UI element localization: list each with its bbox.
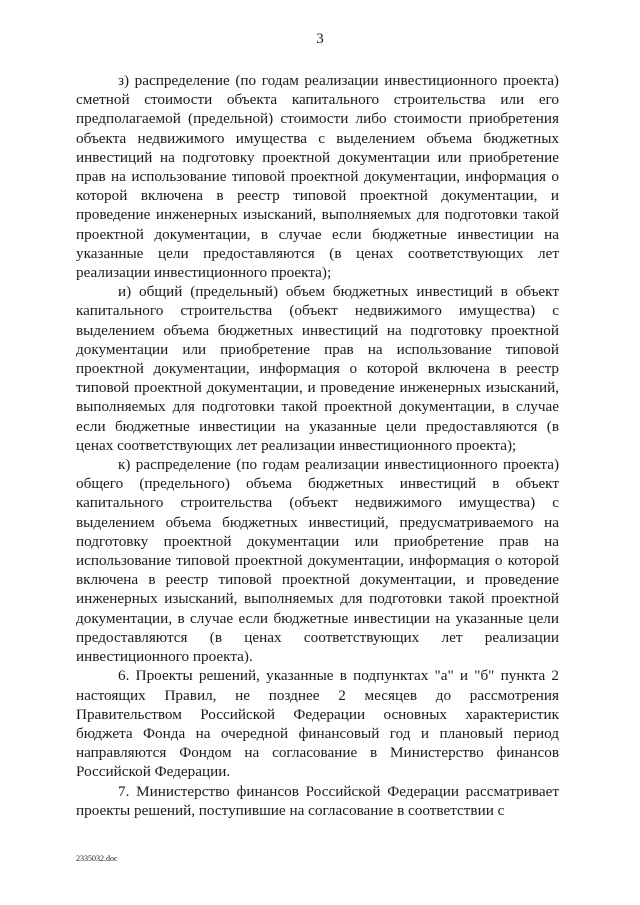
paragraph-7: 7. Министерство финансов Российской Федерации рассматривает проекты решений, поступившие на согласование в соответствии с [76, 782, 559, 819]
document-body [76, 71, 559, 820]
paragraph-k: к) распределение (по годам реализации инвестиционного проекта) общего (предельного) объема бюджетных инвестиций в объект капитального строительства (объект недвижимого имущества) с выделением объема бюджетных инвестиций, предусматриваемого на подготовку проектной документации или приобретение прав на использование типовой проектной документации, информация о которой включена в реестр типовой проектной документации, и проведение инженерных изысканий, выполняемых для подготовки такой проектной документации, в случае если бюджетные инвестиции на указанные цели предоставляются (в ценах соответствующих лет реализации инвестиционного проекта). [76, 456, 559, 666]
page-number: 3 [316, 31, 324, 47]
paragraph-6: 6. Проекты решений, указанные в подпунктах "а" и "б" пункта 2 настоящих Правил, не позднее 2 месяцев до рассмотрения Правительством Российской Федерации основных характеристик бюджета Фонда на очередной финансовый год и плановый период направляются Фондом на согласование в Министерство финансов Российской Федерации. [76, 667, 559, 781]
paragraph-z: з) распределение (по годам реализации инвестиционного проекта) сметной стоимости объекта капитального строительства или его предполагаемой (предельной) стоимости либо стоимости приобретения объекта недвижимого имущества с выделением объема бюджетных инвестиций на подготовку проектной документации или приобретение прав на использование типовой проектной документации, информация о которой включена в реестр типовой проектной документации, и проведение инженерных изысканий, выполняемых для подготовки такой проектной документации, в случае если бюджетные инвестиции на указанные цели предоставляются (в ценах соответствующих лет реализации инвестиционного проекта); [76, 72, 559, 282]
paragraph-i: и) общий (предельный) объем бюджетных инвестиций в объект капитального строительства (объект недвижимого имущества) с выделением объема бюджетных инвестиций на подготовку проектной документации или приобретение прав на использование типовой проектной документации, информация о которой включена в реестр типовой проектной документации, и проведение инженерных изысканий, выполняемых для подготовки такой проектной документации, в случае если бюджетные инвестиции на указанные цели предоставляются (в ценах соответствующих лет реализации инвестиционного проекта); [76, 283, 559, 454]
file-name-footer: 2335032.doc [76, 854, 118, 863]
